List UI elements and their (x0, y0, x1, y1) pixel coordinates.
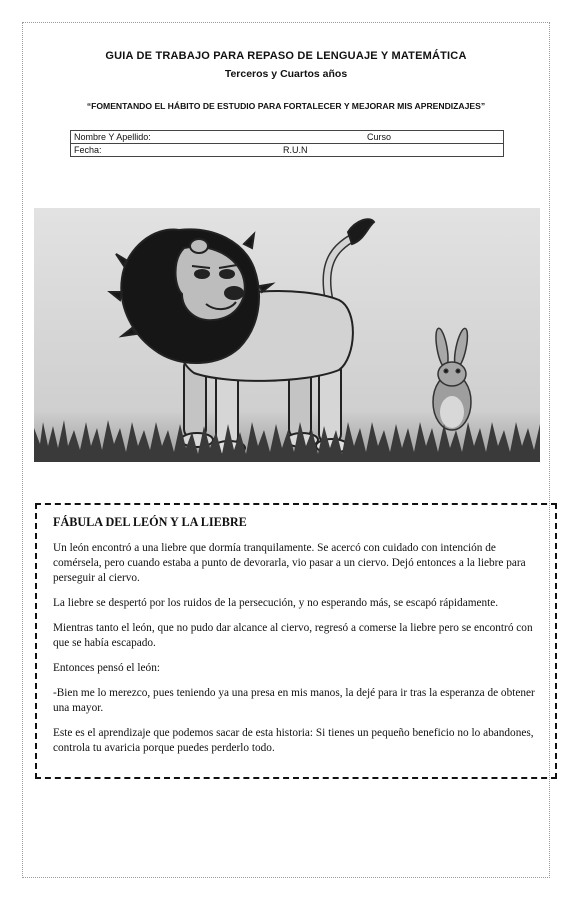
fable-paragraph: Entonces pensó el león: (53, 662, 160, 674)
run-label: R.U.N (283, 145, 308, 155)
course-label: Curso (367, 132, 392, 142)
fable-paragraph: Un león encontró a una liebre que dormía tranquilamente. Se acercó con cuidado con intención de comérsela, pero cuando estaba a punto de devorarla, vio pasar a un ciervo. Dejó entonces a la liebre para perseguir al ciervo. (53, 542, 526, 584)
fable-paragraph: La liebre se despertó por los ruidos de la persecución, y no esperando más, se escapó rápidamente. (53, 597, 499, 609)
date-label: Fecha: (74, 145, 102, 155)
name-label: Nombre Y Apellido: (74, 132, 151, 142)
worksheet-title: GUIA DE TRABAJO PARA REPASO DE LENGUAJE Y MATEMÁTICA (105, 50, 467, 62)
student-info-row-date (71, 144, 504, 157)
name-field[interactable] (71, 131, 504, 144)
student-info-row-name (71, 131, 504, 144)
student-info-table (70, 130, 504, 157)
fable-title: FÁBULA DEL LEÓN Y LA LIEBRE (53, 515, 247, 529)
date-field[interactable] (71, 144, 504, 157)
fable-paragraph: Mientras tanto el león, que no pudo dar alcance al ciervo, regresó a comerse la liebre pero se encontró con que se había escapado. (53, 622, 533, 649)
fable-paragraph: Este es el aprendizaje que podemos sacar de esta historia: Si tienes un pequeño beneficio no lo abandones, controla tu avaricia porque puedes perderlo todo. (53, 727, 534, 754)
worksheet-motto: “FOMENTANDO EL HÁBITO DE ESTUDIO PARA FORTALECER Y MEJORAR MIS APRENDIZAJES” (86, 101, 486, 111)
fable-box (35, 503, 557, 779)
worksheet-subtitle: Terceros y Cuartos años (224, 68, 348, 80)
lion-and-hare-illustration (34, 208, 540, 462)
fable-paragraph: -Bien me lo merezco, pues teniendo ya una presa en mis manos, la dejé para ir tras la esperanza de obtener una mayor. (53, 687, 535, 714)
